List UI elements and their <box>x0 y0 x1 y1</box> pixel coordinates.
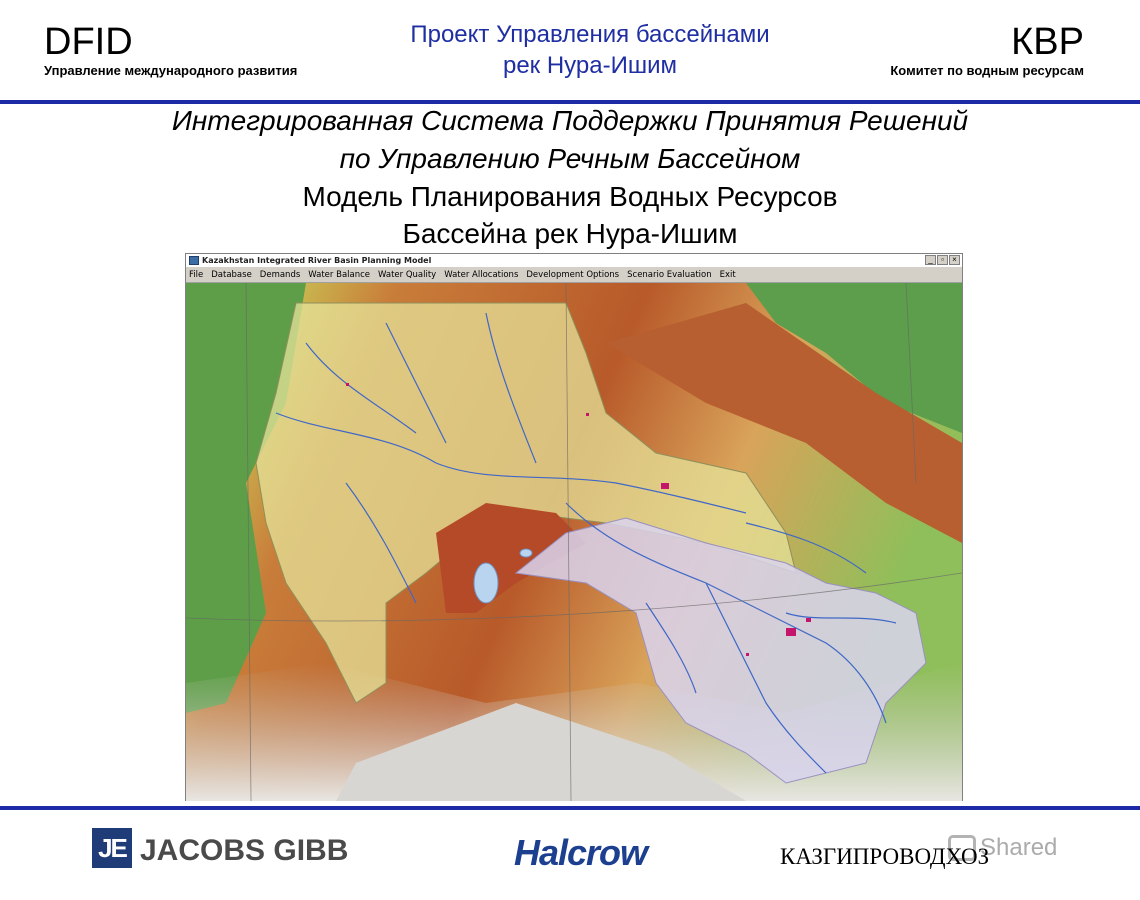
footer-divider <box>0 806 1140 810</box>
menu-file[interactable]: File <box>189 270 204 280</box>
kvr-abbr: КВР <box>1011 21 1084 63</box>
menu-water-balance[interactable]: Water Balance <box>308 270 371 280</box>
app-icon <box>189 256 199 265</box>
project-title <box>340 19 840 81</box>
menu-water-allocations[interactable]: Water Allocations <box>444 270 519 280</box>
menu-water-quality[interactable]: Water Quality <box>378 270 437 280</box>
model-title <box>0 178 1140 252</box>
basin-map[interactable] <box>186 283 962 801</box>
model-title-line2: Бассейна рек Нура-Ишим <box>402 218 738 249</box>
menu-exit[interactable]: Exit <box>719 270 736 280</box>
project-title-line2: рек Нура-Ишим <box>502 52 678 79</box>
lake-small[interactable] <box>520 549 532 557</box>
kvr-block <box>890 22 1084 78</box>
project-title-line1: Проект Управления бассейнами <box>410 21 770 48</box>
system-title-line1: Интегрированная Система Поддержки Принятия Решений <box>171 105 969 136</box>
window-titlebar[interactable] <box>186 254 962 267</box>
system-title <box>0 102 1140 178</box>
close-button[interactable]: × <box>949 255 960 265</box>
watermark-text: Shared <box>980 834 1058 861</box>
minimize-button[interactable]: _ <box>925 255 936 265</box>
lake-tengiz[interactable] <box>474 563 498 603</box>
app-window[interactable] <box>185 253 963 801</box>
dfid-abbr: DFID <box>44 21 133 63</box>
model-title-line1: Модель Планирования Водных Ресурсов <box>302 181 838 212</box>
maximize-button[interactable]: ▫ <box>937 255 948 265</box>
window-title: Kazakhstan Integrated River Basin Planning Model <box>202 256 432 265</box>
menu-demands[interactable]: Demands <box>259 270 301 280</box>
window-controls <box>925 255 960 265</box>
kazgiprovodkhoz-label: КАЗГИПРОВОДХОЗ <box>780 844 990 869</box>
jacobs-gibb-logo <box>92 828 348 868</box>
kvr-name: Комитет по водным ресурсам <box>890 63 1084 78</box>
dfid-name: Управление международного развития <box>44 63 298 78</box>
menu-scenario-evaluation[interactable]: Scenario Evaluation <box>627 270 712 280</box>
menu-development-options[interactable]: Development Options <box>526 270 620 280</box>
jacobs-gibb-text: JACOBS GIBB <box>140 834 349 867</box>
system-title-line2: по Управлению Речным Бассейном <box>339 143 801 174</box>
dfid-block <box>44 22 297 78</box>
halcrow-logo: Halcrow <box>514 832 648 873</box>
menu-database[interactable]: Database <box>211 270 252 280</box>
menu-bar <box>186 268 962 283</box>
je-mark: JE <box>92 828 132 868</box>
